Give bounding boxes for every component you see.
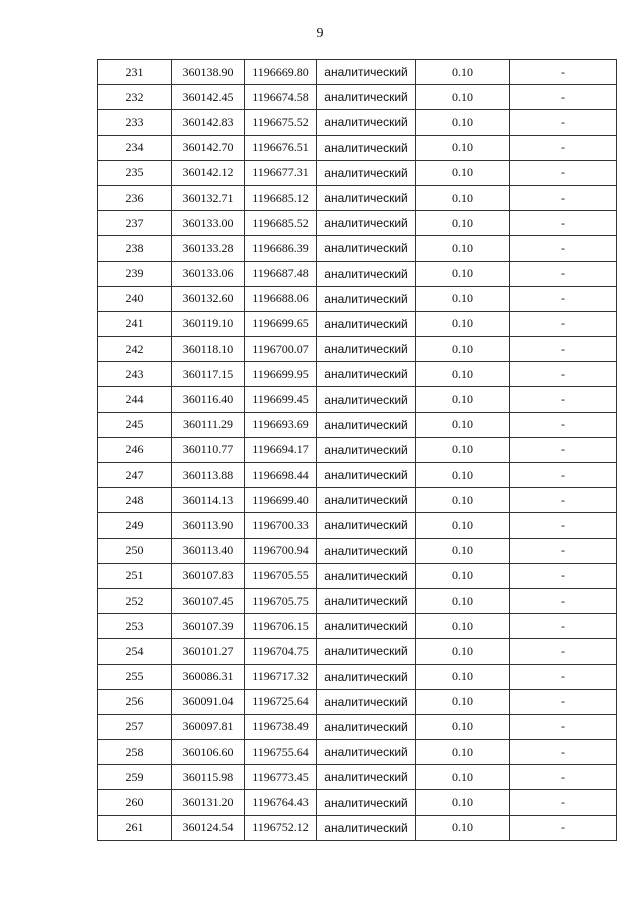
method-cell: аналитический [317, 412, 416, 437]
description-cell: - [510, 790, 617, 815]
method-cell: аналитический [317, 740, 416, 765]
x-coordinate-cell: 360107.39 [172, 614, 245, 639]
x-coordinate-cell: 360106.60 [172, 740, 245, 765]
x-coordinate-cell: 360086.31 [172, 664, 245, 689]
row-number-cell: 235 [98, 160, 172, 185]
x-coordinate-cell: 360132.60 [172, 286, 245, 311]
accuracy-cell: 0.10 [416, 160, 510, 185]
x-coordinate-cell: 360138.90 [172, 60, 245, 85]
method-cell: аналитический [317, 211, 416, 236]
description-cell: - [510, 311, 617, 336]
row-number-cell: 261 [98, 815, 172, 840]
description-cell: - [510, 110, 617, 135]
description-cell: - [510, 337, 617, 362]
method-cell: аналитический [317, 85, 416, 110]
y-coordinate-cell: 1196686.39 [245, 236, 317, 261]
method-cell: аналитический [317, 765, 416, 790]
table-row [98, 135, 617, 160]
x-coordinate-cell: 360091.04 [172, 689, 245, 714]
description-cell: - [510, 563, 617, 588]
row-number-cell: 255 [98, 664, 172, 689]
coordinates-table [97, 59, 617, 841]
accuracy-cell: 0.10 [416, 110, 510, 135]
x-coordinate-cell: 360107.45 [172, 588, 245, 613]
x-coordinate-cell: 360132.71 [172, 185, 245, 210]
method-cell: аналитический [317, 488, 416, 513]
accuracy-cell: 0.10 [416, 236, 510, 261]
x-coordinate-cell: 360124.54 [172, 815, 245, 840]
table-row [98, 311, 617, 336]
table-row [98, 639, 617, 664]
y-coordinate-cell: 1196705.75 [245, 588, 317, 613]
row-number-cell: 259 [98, 765, 172, 790]
row-number-cell: 251 [98, 563, 172, 588]
method-cell: аналитический [317, 588, 416, 613]
table-row [98, 538, 617, 563]
method-cell: аналитический [317, 261, 416, 286]
row-number-cell: 231 [98, 60, 172, 85]
method-cell: аналитический [317, 563, 416, 588]
description-cell: - [510, 236, 617, 261]
row-number-cell: 247 [98, 463, 172, 488]
row-number-cell: 250 [98, 538, 172, 563]
description-cell: - [510, 815, 617, 840]
accuracy-cell: 0.10 [416, 261, 510, 286]
description-cell: - [510, 488, 617, 513]
table-row [98, 488, 617, 513]
method-cell: аналитический [317, 513, 416, 538]
row-number-cell: 253 [98, 614, 172, 639]
y-coordinate-cell: 1196669.80 [245, 60, 317, 85]
x-coordinate-cell: 360131.20 [172, 790, 245, 815]
y-coordinate-cell: 1196773.45 [245, 765, 317, 790]
table-row [98, 337, 617, 362]
y-coordinate-cell: 1196676.51 [245, 135, 317, 160]
row-number-cell: 238 [98, 236, 172, 261]
y-coordinate-cell: 1196674.58 [245, 85, 317, 110]
table-row [98, 160, 617, 185]
row-number-cell: 237 [98, 211, 172, 236]
coordinates-table-body [98, 60, 617, 841]
row-number-cell: 256 [98, 689, 172, 714]
y-coordinate-cell: 1196704.75 [245, 639, 317, 664]
y-coordinate-cell: 1196688.06 [245, 286, 317, 311]
x-coordinate-cell: 360133.00 [172, 211, 245, 236]
description-cell: - [510, 740, 617, 765]
description-cell: - [510, 538, 617, 563]
accuracy-cell: 0.10 [416, 714, 510, 739]
description-cell: - [510, 85, 617, 110]
y-coordinate-cell: 1196717.32 [245, 664, 317, 689]
table-row [98, 614, 617, 639]
method-cell: аналитический [317, 614, 416, 639]
accuracy-cell: 0.10 [416, 740, 510, 765]
table-row [98, 236, 617, 261]
description-cell: - [510, 513, 617, 538]
x-coordinate-cell: 360142.12 [172, 160, 245, 185]
method-cell: аналитический [317, 311, 416, 336]
accuracy-cell: 0.10 [416, 387, 510, 412]
description-cell: - [510, 639, 617, 664]
y-coordinate-cell: 1196699.65 [245, 311, 317, 336]
row-number-cell: 257 [98, 714, 172, 739]
y-coordinate-cell: 1196698.44 [245, 463, 317, 488]
x-coordinate-cell: 360107.83 [172, 563, 245, 588]
table-row [98, 85, 617, 110]
x-coordinate-cell: 360113.88 [172, 463, 245, 488]
x-coordinate-cell: 360114.13 [172, 488, 245, 513]
row-number-cell: 246 [98, 437, 172, 462]
method-cell: аналитический [317, 790, 416, 815]
table-row [98, 362, 617, 387]
accuracy-cell: 0.10 [416, 185, 510, 210]
table-row [98, 714, 617, 739]
row-number-cell: 241 [98, 311, 172, 336]
table-row [98, 463, 617, 488]
accuracy-cell: 0.10 [416, 211, 510, 236]
description-cell: - [510, 160, 617, 185]
table-row [98, 563, 617, 588]
x-coordinate-cell: 360117.15 [172, 362, 245, 387]
table-row [98, 387, 617, 412]
x-coordinate-cell: 360116.40 [172, 387, 245, 412]
y-coordinate-cell: 1196764.43 [245, 790, 317, 815]
y-coordinate-cell: 1196699.45 [245, 387, 317, 412]
method-cell: аналитический [317, 714, 416, 739]
x-coordinate-cell: 360113.40 [172, 538, 245, 563]
table-row [98, 689, 617, 714]
y-coordinate-cell: 1196752.12 [245, 815, 317, 840]
description-cell: - [510, 437, 617, 462]
table-row [98, 286, 617, 311]
accuracy-cell: 0.10 [416, 488, 510, 513]
y-coordinate-cell: 1196687.48 [245, 261, 317, 286]
x-coordinate-cell: 360142.83 [172, 110, 245, 135]
description-cell: - [510, 135, 617, 160]
page-number: 9 [316, 26, 324, 41]
y-coordinate-cell: 1196725.64 [245, 689, 317, 714]
table-row [98, 765, 617, 790]
x-coordinate-cell: 360097.81 [172, 714, 245, 739]
description-cell: - [510, 185, 617, 210]
accuracy-cell: 0.10 [416, 337, 510, 362]
accuracy-cell: 0.10 [416, 513, 510, 538]
x-coordinate-cell: 360133.28 [172, 236, 245, 261]
table-row [98, 110, 617, 135]
x-coordinate-cell: 360115.98 [172, 765, 245, 790]
accuracy-cell: 0.10 [416, 790, 510, 815]
accuracy-cell: 0.10 [416, 437, 510, 462]
x-coordinate-cell: 360142.70 [172, 135, 245, 160]
method-cell: аналитический [317, 160, 416, 185]
table-row [98, 60, 617, 85]
y-coordinate-cell: 1196675.52 [245, 110, 317, 135]
method-cell: аналитический [317, 362, 416, 387]
y-coordinate-cell: 1196700.33 [245, 513, 317, 538]
row-number-cell: 254 [98, 639, 172, 664]
accuracy-cell: 0.10 [416, 815, 510, 840]
row-number-cell: 242 [98, 337, 172, 362]
x-coordinate-cell: 360133.06 [172, 261, 245, 286]
accuracy-cell: 0.10 [416, 412, 510, 437]
table-row [98, 740, 617, 765]
accuracy-cell: 0.10 [416, 588, 510, 613]
description-cell: - [510, 362, 617, 387]
table-row [98, 211, 617, 236]
x-coordinate-cell: 360113.90 [172, 513, 245, 538]
y-coordinate-cell: 1196699.95 [245, 362, 317, 387]
accuracy-cell: 0.10 [416, 362, 510, 387]
row-number-cell: 244 [98, 387, 172, 412]
y-coordinate-cell: 1196685.52 [245, 211, 317, 236]
method-cell: аналитический [317, 60, 416, 85]
description-cell: - [510, 714, 617, 739]
method-cell: аналитический [317, 689, 416, 714]
table-row [98, 412, 617, 437]
y-coordinate-cell: 1196699.40 [245, 488, 317, 513]
description-cell: - [510, 286, 617, 311]
method-cell: аналитический [317, 664, 416, 689]
table-row [98, 664, 617, 689]
method-cell: аналитический [317, 135, 416, 160]
method-cell: аналитический [317, 236, 416, 261]
accuracy-cell: 0.10 [416, 765, 510, 790]
row-number-cell: 233 [98, 110, 172, 135]
method-cell: аналитический [317, 815, 416, 840]
table-row [98, 261, 617, 286]
table-row [98, 437, 617, 462]
y-coordinate-cell: 1196677.31 [245, 160, 317, 185]
accuracy-cell: 0.10 [416, 639, 510, 664]
method-cell: аналитический [317, 110, 416, 135]
accuracy-cell: 0.10 [416, 664, 510, 689]
description-cell: - [510, 211, 617, 236]
table-row [98, 815, 617, 840]
row-number-cell: 239 [98, 261, 172, 286]
accuracy-cell: 0.10 [416, 689, 510, 714]
table-row [98, 588, 617, 613]
accuracy-cell: 0.10 [416, 286, 510, 311]
y-coordinate-cell: 1196700.94 [245, 538, 317, 563]
accuracy-cell: 0.10 [416, 563, 510, 588]
row-number-cell: 236 [98, 185, 172, 210]
row-number-cell: 232 [98, 85, 172, 110]
y-coordinate-cell: 1196705.55 [245, 563, 317, 588]
description-cell: - [510, 463, 617, 488]
method-cell: аналитический [317, 437, 416, 462]
x-coordinate-cell: 360118.10 [172, 337, 245, 362]
method-cell: аналитический [317, 286, 416, 311]
method-cell: аналитический [317, 185, 416, 210]
y-coordinate-cell: 1196706.15 [245, 614, 317, 639]
y-coordinate-cell: 1196738.49 [245, 714, 317, 739]
description-cell: - [510, 689, 617, 714]
row-number-cell: 245 [98, 412, 172, 437]
description-cell: - [510, 588, 617, 613]
table-row [98, 513, 617, 538]
row-number-cell: 258 [98, 740, 172, 765]
row-number-cell: 240 [98, 286, 172, 311]
y-coordinate-cell: 1196694.17 [245, 437, 317, 462]
y-coordinate-cell: 1196700.07 [245, 337, 317, 362]
method-cell: аналитический [317, 463, 416, 488]
x-coordinate-cell: 360110.77 [172, 437, 245, 462]
description-cell: - [510, 261, 617, 286]
method-cell: аналитический [317, 639, 416, 664]
accuracy-cell: 0.10 [416, 60, 510, 85]
description-cell: - [510, 412, 617, 437]
method-cell: аналитический [317, 337, 416, 362]
row-number-cell: 248 [98, 488, 172, 513]
accuracy-cell: 0.10 [416, 311, 510, 336]
row-number-cell: 260 [98, 790, 172, 815]
x-coordinate-cell: 360142.45 [172, 85, 245, 110]
y-coordinate-cell: 1196755.64 [245, 740, 317, 765]
description-cell: - [510, 387, 617, 412]
description-cell: - [510, 765, 617, 790]
row-number-cell: 234 [98, 135, 172, 160]
row-number-cell: 252 [98, 588, 172, 613]
table-row [98, 790, 617, 815]
description-cell: - [510, 664, 617, 689]
row-number-cell: 243 [98, 362, 172, 387]
x-coordinate-cell: 360111.29 [172, 412, 245, 437]
y-coordinate-cell: 1196685.12 [245, 185, 317, 210]
table-row [98, 185, 617, 210]
accuracy-cell: 0.10 [416, 463, 510, 488]
accuracy-cell: 0.10 [416, 538, 510, 563]
description-cell: - [510, 614, 617, 639]
accuracy-cell: 0.10 [416, 85, 510, 110]
accuracy-cell: 0.10 [416, 614, 510, 639]
method-cell: аналитический [317, 538, 416, 563]
accuracy-cell: 0.10 [416, 135, 510, 160]
x-coordinate-cell: 360119.10 [172, 311, 245, 336]
description-cell: - [510, 60, 617, 85]
x-coordinate-cell: 360101.27 [172, 639, 245, 664]
row-number-cell: 249 [98, 513, 172, 538]
y-coordinate-cell: 1196693.69 [245, 412, 317, 437]
method-cell: аналитический [317, 387, 416, 412]
